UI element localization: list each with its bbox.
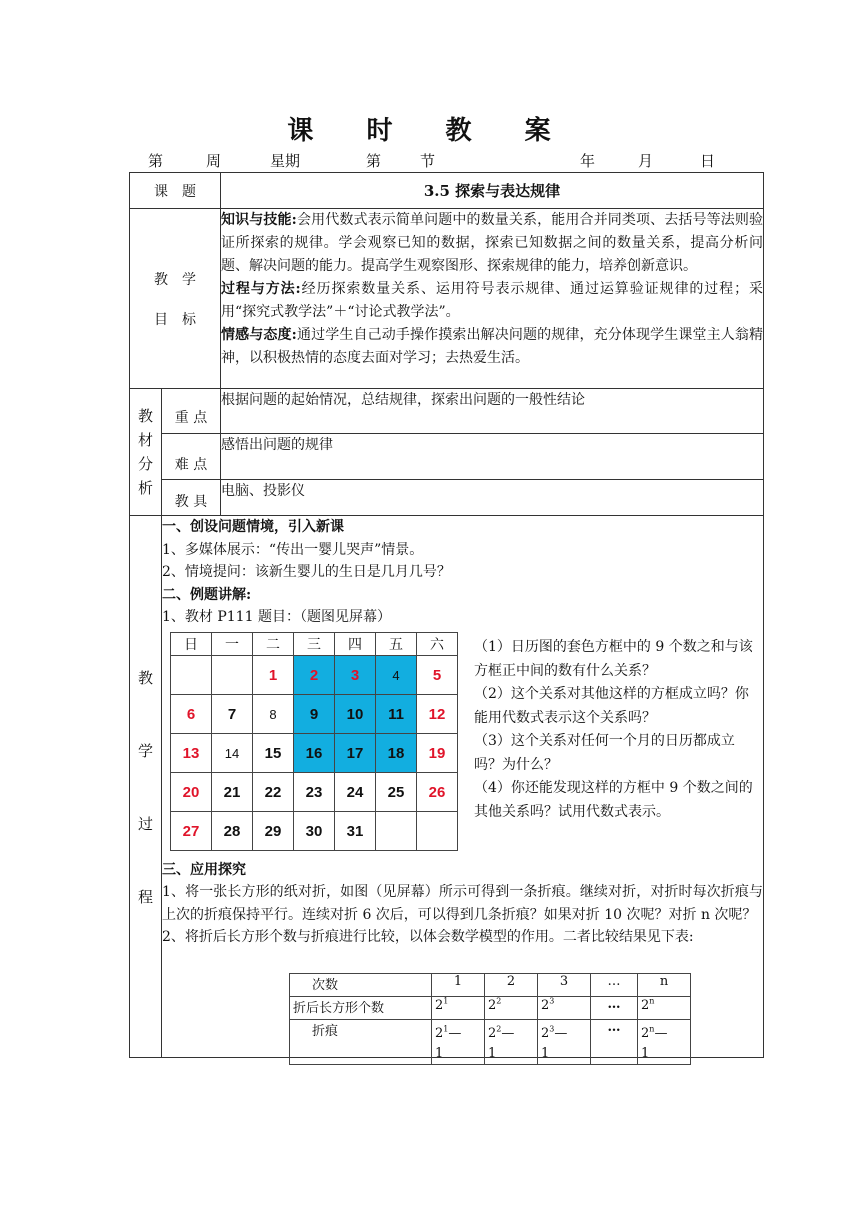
tools-text: 电脑、投影仪: [221, 480, 764, 516]
process-method-heading: 过程与方法:: [221, 281, 301, 297]
creases-cell: 2$^n$— 1: [638, 1020, 691, 1065]
day-label: 日: [700, 152, 716, 170]
calendar-day-cell: 19: [417, 734, 458, 773]
calendar-day-cell: 24: [335, 773, 376, 812]
dots-cell: …: [591, 997, 638, 1020]
rectangles-cell: $2^2$: [485, 997, 538, 1020]
calendar-day-cell: 20: [171, 773, 212, 812]
calendar-weekday-header: 二: [253, 633, 294, 656]
calendar-day-cell: 25: [376, 773, 417, 812]
analysis-label: [130, 389, 162, 516]
difficulty-label: 难 点: [162, 434, 221, 480]
question-2: （2）这个关系对其他这样的方框成立吗？你能用代数式表示这个关系吗？: [474, 686, 749, 726]
section-3-paragraph-2: 2、将折后长方形个数与折痕进行比较，以体会数学模型的作用。二者比较结果见下表:: [162, 929, 694, 945]
section-3-paragraph-1: 1、将一张长方形的纸对折，如图（见屏幕）所示可得到一条折痕。继续对折，对折时每次折痕与上次的折痕保持平行。连续对折 6 次后，可以得到几条折痕？如果对折 10 次呢？对折 n 次呢？: [162, 884, 763, 923]
section-1-heading: 一、创设问题情境，引入新课: [162, 519, 344, 535]
calendar-weekday-header: 六: [417, 633, 458, 656]
fold-comparison-table: [289, 973, 691, 1065]
question-3: （3）这个关系对任何一个月的日历都成立吗？为什么？: [474, 733, 735, 773]
calendar-weekday-header: 三: [294, 633, 335, 656]
creases-label: 折痕: [290, 1020, 432, 1065]
calendar-weekday-header: 日: [171, 633, 212, 656]
date-line: [130, 150, 764, 172]
difficulty-text: 感悟出问题的规律: [221, 434, 764, 480]
process-label: [130, 516, 162, 1058]
calendar-day-cell: 30: [294, 812, 335, 851]
calendar-day-cell: [417, 812, 458, 851]
section-1-line-2: 2、情境提问：该新生婴儿的生日是几月几号？: [162, 564, 451, 580]
rectangles-cell: 2$^n$: [638, 997, 691, 1020]
calendar-day-cell: 9: [294, 695, 335, 734]
period-suffix: 节: [420, 152, 436, 170]
calendar-day-cell: 7: [212, 695, 253, 734]
calendar-day-cell: 29: [253, 812, 294, 851]
calendar-day-cell: 11: [376, 695, 417, 734]
weekday-label: 星期: [270, 152, 301, 170]
lesson-plan-table: [129, 172, 764, 1058]
tools-label: 教 具: [162, 480, 221, 516]
calendar-day-cell: 14: [212, 734, 253, 773]
attitude-text: 通过学生自己动手操作摸索出解决问题的规律，充分体现学生课堂主人翁精神，以积极热情的态度去面对学习；去热爱生活。: [221, 327, 764, 366]
header-cell: 3: [538, 974, 591, 997]
calendar-day-cell: 12: [417, 695, 458, 734]
creases-cell: $2^1—$ 1: [432, 1020, 485, 1065]
week-prefix: 第: [148, 152, 164, 170]
topic-label: 课 题: [130, 173, 221, 209]
question-1: （1）日历图的套色方框中的 9 个数之和与该方框正中间的数有什么关系？: [474, 639, 753, 679]
calendar-day-cell: [212, 656, 253, 695]
calendar-day-cell: [376, 812, 417, 851]
vertical-label-char: 过: [137, 814, 153, 833]
header-cell: …: [591, 974, 638, 997]
calendar-day-cell: 10: [335, 695, 376, 734]
section-1-line-1: 1、多媒体展示：“传出一婴儿哭声”情景。: [162, 541, 424, 558]
topic-value: 3.5 探索与表达规律: [221, 173, 764, 209]
calendar-day-cell: 16: [294, 734, 335, 773]
key-point-text: 根据问题的起始情况，总结规律，探索出问题的一般性结论: [221, 389, 764, 434]
vertical-label-char: 析: [137, 479, 153, 497]
calendar-day-cell: 21: [212, 773, 253, 812]
key-point-label: 重 点: [162, 389, 221, 434]
calendar-day-cell: 13: [171, 734, 212, 773]
calendar-day-cell: 31: [335, 812, 376, 851]
calendar-day-cell: 15: [253, 734, 294, 773]
rectangles-cell: $2^1$: [432, 997, 485, 1020]
calendar-day-cell: 28: [212, 812, 253, 851]
month-label: 月: [638, 152, 654, 170]
calendar-day-cell: [171, 656, 212, 695]
dots-cell: …: [591, 1020, 638, 1065]
creases-cell: $2^2—$ 1: [485, 1020, 538, 1065]
rectangles-cell: $2^3$: [538, 997, 591, 1020]
calendar-day-cell: 18: [376, 734, 417, 773]
calendar-questions: [474, 636, 761, 824]
header-cell: n: [638, 974, 691, 997]
calendar-day-cell: 17: [335, 734, 376, 773]
goals-content: [221, 209, 764, 389]
calendar-day-cell: 2: [294, 656, 335, 695]
calendar-day-cell: 4: [376, 656, 417, 695]
question-4: （4）你还能发现这样的方框中 9 个数之间的其他关系吗？试用代数式表示。: [474, 780, 753, 820]
calendar-weekday-header: 一: [212, 633, 253, 656]
vertical-label-char: 学: [137, 741, 153, 760]
calendar-weekday-header: 四: [335, 633, 376, 656]
section-2-line-1: 1、教材 P111 题目：（题图见屏幕）: [162, 609, 391, 625]
calendar-day-cell: 5: [417, 656, 458, 695]
calendar-day-cell: 6: [171, 695, 212, 734]
header-cell: 1: [432, 974, 485, 997]
rectangles-label: 折后长方形个数: [290, 997, 432, 1020]
period-prefix: 第: [366, 152, 382, 170]
calendar-day-cell: 3: [335, 656, 376, 695]
calendar-day-cell: 22: [253, 773, 294, 812]
page-title: 课 时 教 案: [287, 116, 573, 146]
calendar-weekday-header: 五: [376, 633, 417, 656]
calendar-day-cell: 23: [294, 773, 335, 812]
process-method-text: 经历探索数量关系、运用符号表示规律、通过运算验证规律的过程；采用“探究式教学法”＋“讨论式教学法”。: [221, 281, 764, 320]
header-cell: 2: [485, 974, 538, 997]
year-label: 年: [580, 152, 596, 170]
vertical-label-char: 教: [137, 668, 153, 687]
calendar-day-cell: 26: [417, 773, 458, 812]
goals-label: [130, 209, 221, 389]
vertical-label-char: 教: [137, 407, 153, 425]
goals-label-line-1: 教 学: [154, 271, 196, 288]
attitude-heading: 情感与态度:: [221, 327, 297, 343]
creases-cell: $2^3—$ 1: [538, 1020, 591, 1065]
calendar-day-cell: 27: [171, 812, 212, 851]
week-suffix: 周: [206, 152, 222, 170]
knowledge-heading: 知识与技能:: [221, 212, 297, 228]
calendar-grid: [170, 632, 458, 851]
header-label: 次数: [290, 974, 432, 997]
calendar-day-cell: 8: [253, 695, 294, 734]
section-3-heading: 三、应用探究: [162, 861, 246, 878]
vertical-label-char: 程: [137, 887, 153, 906]
vertical-label-char: 分: [137, 455, 153, 473]
section-2-heading: 二、例题讲解:: [162, 586, 252, 603]
vertical-label-char: 材: [137, 431, 153, 449]
calendar-day-cell: 1: [253, 656, 294, 695]
goals-label-line-2: 目 标: [154, 311, 196, 328]
knowledge-text: 会用代数式表示简单问题中的数量关系，能用合并同类项、去括号等法则验证所探索的规律。学会观察已知的数据，探索已知数据之间的数量关系，提高分析问题、解决问题的能力。提高学生观察图形、探索规律的能力，培养创新意识。: [221, 212, 764, 274]
